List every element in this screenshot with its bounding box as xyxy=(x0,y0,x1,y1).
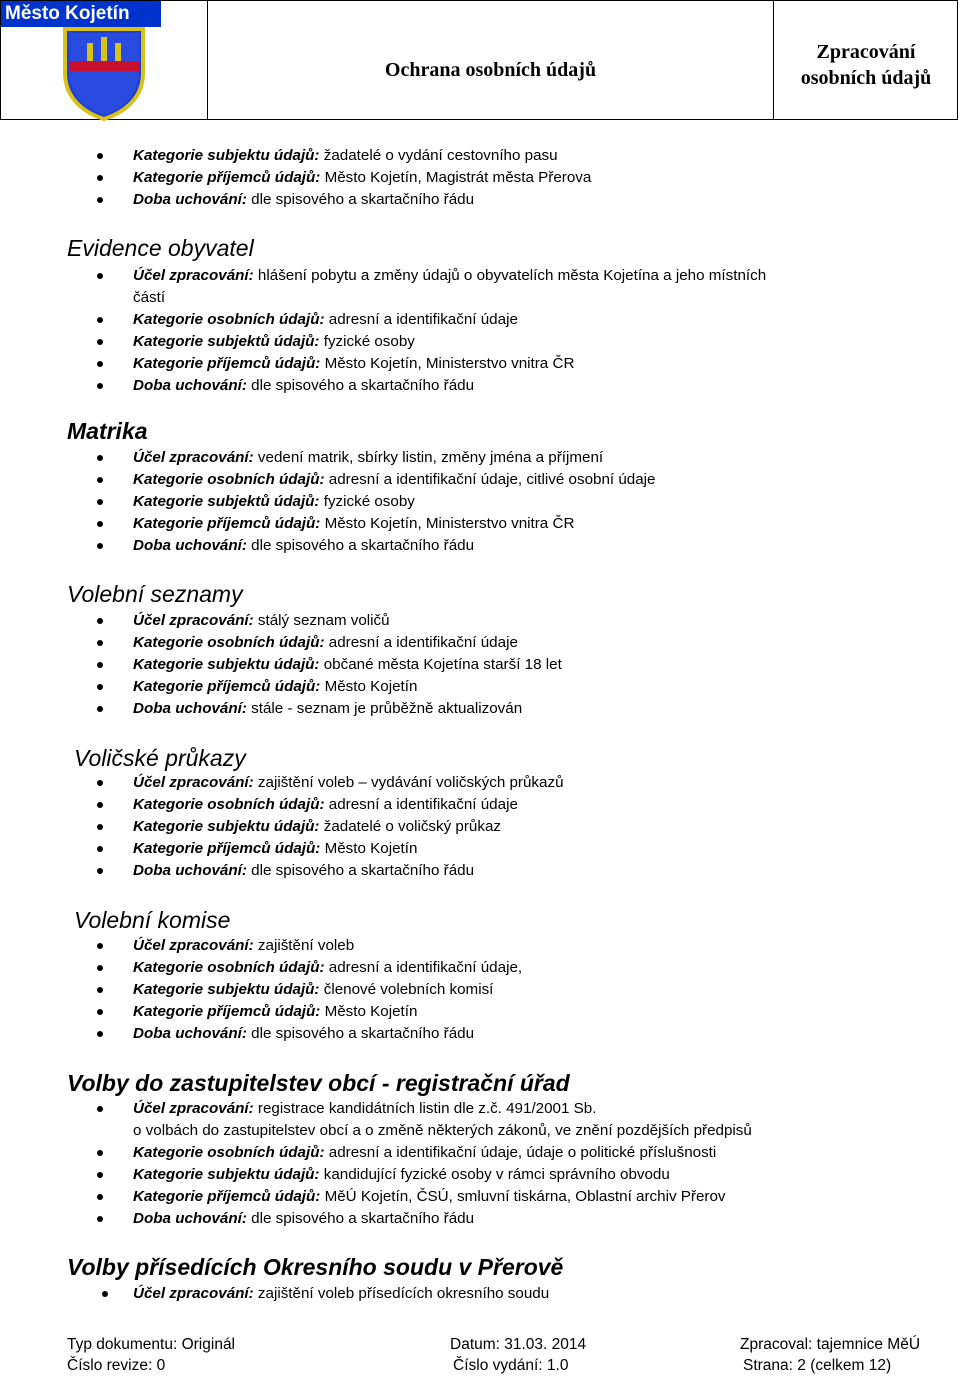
bullet-icon xyxy=(97,1194,103,1200)
list-item: Kategorie osobních údajů: adresní a identifikační údaje xyxy=(95,309,766,331)
document-footer xyxy=(0,1334,960,1377)
bullet-icon xyxy=(97,339,103,345)
list-item: Kategorie subjektu údajů: občané města Kojetína starší 18 let xyxy=(95,654,562,676)
list-item: Kategorie příjemců údajů: Město Kojetín, Magistrát města Přerova xyxy=(95,167,591,189)
bullet-icon xyxy=(97,640,103,646)
bullet-icon xyxy=(97,868,103,874)
list-item: Kategorie subjektu údajů: kandidující fyzické osoby v rámci správního obvodu xyxy=(95,1164,752,1186)
list-item: Účel zpracování: hlášení pobytu a změny údajů o obyvatelích města Kojetína a jeho místních částí xyxy=(95,265,766,309)
list-item: Doba uchování: dle spisového a skartačního řádu xyxy=(95,535,656,557)
document-title: Ochrana osobních údajů xyxy=(384,59,597,81)
list-item: Kategorie příjemců údajů: Město Kojetín xyxy=(95,676,562,698)
section-list-matrika xyxy=(95,447,656,557)
list-item: Účel zpracování: zajištění voleb přísedících okresního soudu xyxy=(100,1283,549,1305)
list-item: Kategorie příjemců údajů: Město Kojetín xyxy=(95,1001,522,1023)
footer-doc-type: Typ dokumentu: Originál xyxy=(67,1336,236,1353)
section-heading-evidence-obyvatel: Evidence obyvatel xyxy=(67,235,254,261)
bullet-icon xyxy=(97,1106,103,1112)
footer-date: Datum: 31.03. 2014 xyxy=(450,1336,587,1353)
list-item: Kategorie osobních údajů: adresní a identifikační údaje, xyxy=(95,957,522,979)
bullet-icon xyxy=(97,317,103,323)
list-item: Doba uchování: dle spisového a skartačního řádu xyxy=(95,375,766,397)
list-item: Doba uchování: dle spisového a skartačního řádu xyxy=(95,1023,522,1045)
bullet-icon xyxy=(97,521,103,527)
bullet-icon xyxy=(97,1216,103,1222)
bullet-icon xyxy=(97,1172,103,1178)
bullet-icon xyxy=(97,706,103,712)
bullet-icon xyxy=(97,361,103,367)
bullet-icon xyxy=(97,477,103,483)
section-heading-volebni-seznamy: Volební seznamy xyxy=(67,581,243,607)
bullet-icon xyxy=(97,543,103,549)
header-title-cell xyxy=(208,1,774,119)
document-subject xyxy=(774,39,958,91)
bullet-icon xyxy=(97,383,103,389)
bullet-icon xyxy=(97,499,103,505)
section-heading-volby-prisedicich: Volby přísedících Okresního soudu v Přerově xyxy=(67,1254,564,1280)
list-item: Účel zpracování: registrace kandidátních listin dle z.č. 491/2001 Sb. o volbách do zastupitelstev obcí a o změně některých zákonů, ve znění pozdějších předpisů xyxy=(95,1098,752,1142)
list-item: Doba uchování: stále - seznam je průběžně aktualizován xyxy=(95,698,562,720)
bullet-icon xyxy=(97,175,103,181)
footer-issue: Číslo vydání: 1.0 xyxy=(453,1357,569,1374)
bullet-icon xyxy=(102,1291,108,1297)
document-subject-line1: Zpracování xyxy=(816,41,916,63)
list-item: Kategorie subjektů údajů: fyzické osoby xyxy=(95,331,766,353)
list-item: Kategorie osobních údajů: adresní a identifikační údaje, údaje o politické příslušnosti xyxy=(95,1142,752,1164)
bullet-icon xyxy=(97,153,103,159)
intro-list xyxy=(95,145,591,211)
list-item: Účel zpracování: zajištění voleb – vydávání voličských průkazů xyxy=(95,772,564,794)
section-list-volby-zastupitelstev xyxy=(95,1098,752,1230)
bullet-icon xyxy=(97,684,103,690)
list-item: Účel zpracování: vedení matrik, sbírky listin, změny jména a příjmení xyxy=(95,447,656,469)
section-heading-volicske-prukazy: Voličské průkazy xyxy=(74,745,246,771)
list-item: Kategorie osobních údajů: adresní a identifikační údaje, citlivé osobní údaje xyxy=(95,469,656,491)
list-item: Kategorie subjektu údajů: žadatelé o voličský průkaz xyxy=(95,816,564,838)
bullet-icon xyxy=(97,965,103,971)
list-item: Kategorie subjektu údajů: žadatelé o vydání cestovního pasu xyxy=(95,145,591,167)
list-item: Účel zpracování: zajištění voleb xyxy=(95,935,522,957)
bullet-icon xyxy=(97,846,103,852)
bullet-icon xyxy=(97,1009,103,1015)
header-logo-cell xyxy=(1,1,208,119)
bullet-icon xyxy=(97,1031,103,1037)
list-item: Účel zpracování: stálý seznam voličů xyxy=(95,610,562,632)
bullet-icon xyxy=(97,662,103,668)
city-name-banner: Město Kojetín xyxy=(1,1,161,27)
list-item: Kategorie příjemců údajů: Město Kojetín, Ministerstvo vnitra ČR xyxy=(95,353,766,375)
footer-author: Zpracoval: tajemnice MěÚ xyxy=(740,1336,921,1353)
list-item: Doba uchování: dle spisového a skartačního řádu xyxy=(95,860,564,882)
bullet-icon xyxy=(97,802,103,808)
bullet-icon xyxy=(97,455,103,461)
footer-revision: Číslo revize: 0 xyxy=(67,1357,166,1374)
bullet-icon xyxy=(97,780,103,786)
section-list-volicske-prukazy xyxy=(95,772,564,882)
bullet-icon xyxy=(97,273,103,279)
bullet-icon xyxy=(97,1150,103,1156)
list-item: Doba uchování: dle spisového a skartačního řádu xyxy=(95,1208,752,1230)
bullet-icon xyxy=(97,824,103,830)
list-item: Kategorie osobních údajů: adresní a identifikační údaje xyxy=(95,632,562,654)
footer-page-number: Strana: 2 (celkem 12) xyxy=(743,1357,892,1374)
document-subject-line2: osobních údajů xyxy=(800,67,932,89)
city-crest-icon xyxy=(59,27,149,121)
section-list-evidence-obyvatel xyxy=(95,265,766,397)
section-heading-matrika: Matrika xyxy=(67,418,148,444)
section-list-volby-prisedicich xyxy=(100,1283,549,1305)
list-item: Kategorie příjemců údajů: MěÚ Kojetín, ČSÚ, smluvní tiskárna, Oblastní archiv Přerov xyxy=(95,1186,752,1208)
section-heading-volby-zastupitelstev: Volby do zastupitelstev obcí - registrační úřad xyxy=(67,1070,570,1096)
section-list-volebni-seznamy xyxy=(95,610,562,720)
section-heading-volebni-komise: Volební komise xyxy=(74,907,231,933)
bullet-icon xyxy=(97,197,103,203)
bullet-icon xyxy=(97,943,103,949)
list-item: Kategorie subjektů údajů: fyzické osoby xyxy=(95,491,656,513)
list-item: Kategorie příjemců údajů: Město Kojetín xyxy=(95,838,564,860)
section-list-volebni-komise xyxy=(95,935,522,1045)
list-item: Kategorie příjemců údajů: Město Kojetín, Ministerstvo vnitra ČR xyxy=(95,513,656,535)
document-header xyxy=(0,0,958,120)
list-item: Kategorie osobních údajů: adresní a identifikační údaje xyxy=(95,794,564,816)
list-item: Kategorie subjektu údajů: členové volebních komisí xyxy=(95,979,522,1001)
list-item: Doba uchování: dle spisového a skartačního řádu xyxy=(95,189,591,211)
bullet-icon xyxy=(97,987,103,993)
bullet-icon xyxy=(97,618,103,624)
header-subject-cell xyxy=(774,1,958,119)
